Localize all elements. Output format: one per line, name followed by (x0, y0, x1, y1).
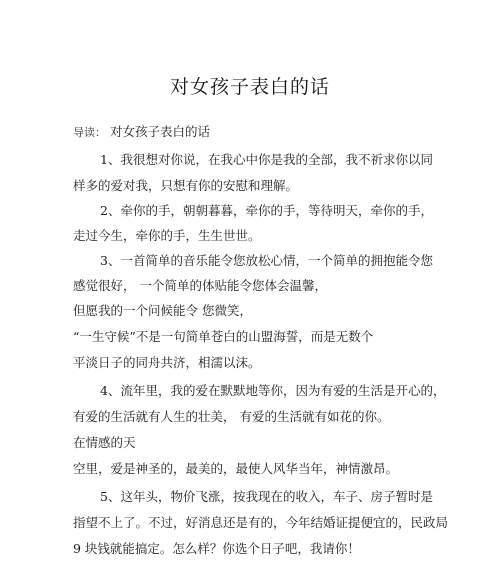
paragraph-line: 指望不上了。不过，好消息还是有的，今年结婚证提便宜的，民政局 (73, 515, 449, 530)
paragraph-line: 样多的爱对我，只想有你的安慰和理解。 (73, 178, 299, 193)
paragraph-line: 9 块钱就能搞定。怎么样？你选个日子吧，我请你！ (73, 541, 360, 556)
paragraph-line: 但愿我的一个问候能令 您微笑， (73, 303, 252, 318)
document-title: 对女孩子表白的话 (169, 76, 330, 98)
paragraph-line: 平淡日子的同舟共济，相濡以沫。 (73, 355, 261, 370)
paragraph-line: 3、一首简单的音乐能令您放松心情，一个简单的拥抱能令您 (100, 253, 433, 268)
paragraph-line: 有爱的生活就有人生的壮美， 有爱的生活就有如花的你。 (73, 409, 390, 424)
paragraph-line: 4、流年里，我的爱在默默地等你，因为有爱的生活是开心的， (100, 383, 446, 398)
guide-line (73, 122, 210, 140)
guide-label: 导读： (73, 126, 106, 139)
paragraph-line: 感觉很好， 一个简单的体贴能令您体会温馨， (73, 278, 327, 293)
paragraph-line: 5、这年头，物价飞涨，按我现在的收入，车子、房子暂时是 (100, 489, 433, 504)
paragraph-line: 2、牵你的手，朝朝暮暮，牵你的手，等待明天，牵你的手， (100, 203, 433, 218)
paragraph-line: 在情感的天 (73, 435, 136, 450)
paragraph-line: “一生守候”不是一句简单苍白的山盟海誓，而是无数个 (73, 329, 374, 344)
guide-text: 对女孩子表白的话 (109, 124, 210, 139)
paragraph-line: 空里，爱是神圣的，最美的，最使人风华当年，神情激昂。 (73, 461, 399, 476)
paragraph-line: 1、我很想对你说，在我心中你是我的全部，我不祈求你以同 (100, 152, 433, 167)
paragraph-line: 走过今生，牵你的手，生生世世。 (73, 228, 261, 243)
